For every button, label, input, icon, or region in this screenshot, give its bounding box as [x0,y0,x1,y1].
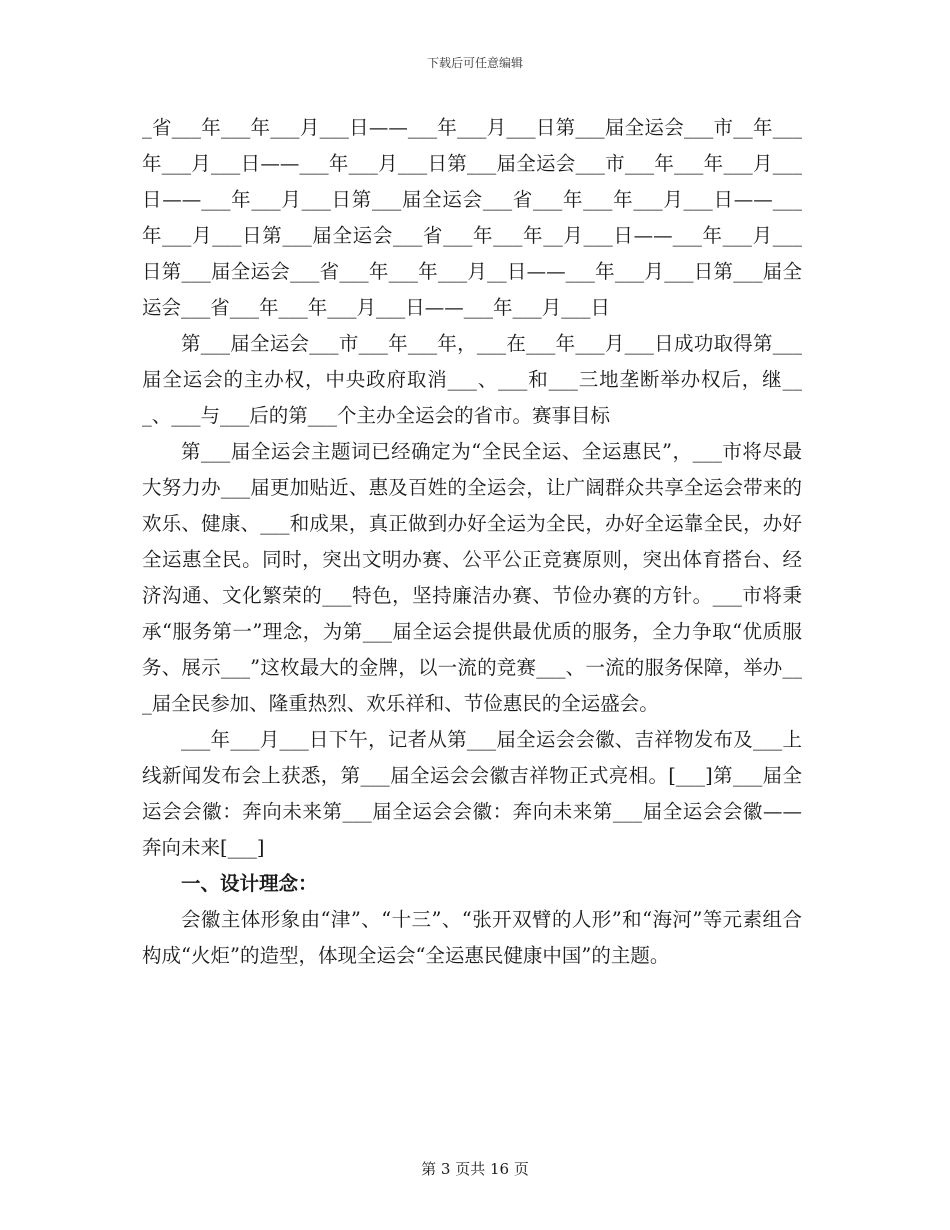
page-header: 下载后可任意编辑 [426,56,523,70]
paragraph-emblem-release: ___年___月___日下午，记者从第___届全运会会徽、吉祥物发布及___上线新闻发布会上获悉，第___届全运会会徽吉祥物正式亮相。[___]第___届全运会会徽：奔向未来第___届全运会会徽：奔向未来第___届全运会会徽——奔向未来[___] [142,728,802,859]
paragraph-theme: 第___届全运会主题词已经确定为“全民全运、全运惠民”，___市将尽最大努力办___届更加贴近、惠及百姓的全运会，让广阔群众共享全运会带来的欢乐、健康、___和成果，真正做到办好全运为全民，办好全运靠全民，办好全运惠全民。同时，突出文明办赛、公平公正竞赛原则，突出体育搭台、经济沟通、文化繁荣的___特色，坚持廉洁办赛、节俭办赛的方针。___市将秉承“服务第一”理念，为第___届全运会提供最优质的服务，全力争取“优质服务、展示___”这枚最大的金牌，以一流的竞赛___、一流的服务保障，举办___届全民参加、隆重热烈、欢乐祥和、节俭惠民的全运盛会。 [142,440,802,715]
paragraph-design-concept: 会徽主体形象由“津”、“十三”、“张开双臂的人形”和“海河”等元素组合构成“火炬”的造型，体现全运会“全运惠民健康中国”的主题。 [142,908,802,967]
paragraph-host: 第___届全运会___市___年___年，___在___年___月___日成功取得第___届全运会的主办权，中央政府取消___、___和___三地垄断举办权后，继___、___与___后的第___个主办全运会的省市。赛事目标 [142,332,802,427]
page-footer: 第 3 页共 16 页 [421,1160,529,1178]
document-body [142,110,802,974]
section-heading-design-concept: 一、设计理念： [181,872,318,895]
paragraph-dates: _省___年___年___月___日——___年___月___日第___届全运会___市__年___年___月___日——___年___月___日第___届全运会___市___年___年___月___日——___年___月___日第___届全运会___省___年___年___月___日——___年___月___日第___届全运会___省___年___年__月___日——___年___月___日第___届全运会___省___年___年___月__日——___年___月___日第___届全运会___省___年___年___月___日——___年___月___日 [142,116,802,319]
